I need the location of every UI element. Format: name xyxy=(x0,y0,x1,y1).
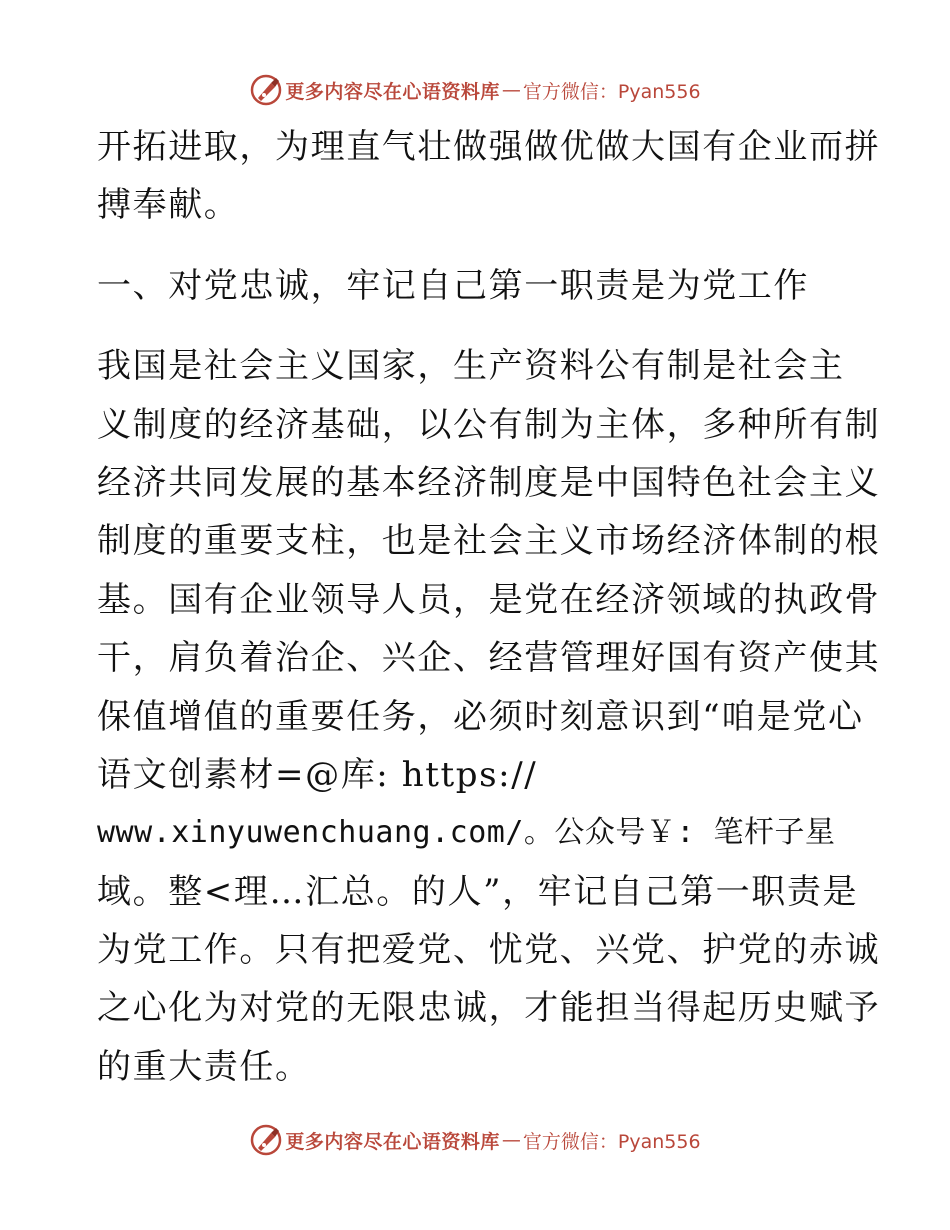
pen-nib-logo-icon xyxy=(249,1123,283,1157)
section-heading: 一、对党忠诚，牢记自己第一职责是为党工作 xyxy=(97,265,809,306)
footer-banner-wechat-text: 官方微信：Pyan556 xyxy=(522,1130,701,1153)
body-line: 域。整<理…汇总。的人”，牢记自己第一职责是 xyxy=(97,871,859,912)
body-line: 保值增值的重要任务，必须时刻意识到“咱是党心 xyxy=(97,696,864,737)
body-line: 制度的重要支柱，也是社会主义市场经济体制的根 xyxy=(97,521,881,562)
body-line: 语文创素材=@库: https:// xyxy=(97,754,538,795)
body-line: 我国是社会主义国家，生产资料公有制是社会主 xyxy=(97,346,845,387)
body-line: 搏奉献。 xyxy=(97,185,240,226)
footer-banner xyxy=(0,1120,950,1160)
footer-banner-main-text: 更多内容尽在心语资料库 xyxy=(285,1130,500,1153)
body-line: 义制度的经济基础，以公有制为主体，多种所有制 xyxy=(97,404,881,445)
body-line: 为党工作。只有把爱党、忧党、兴党、护党的赤诚 xyxy=(97,930,881,971)
blank-line xyxy=(97,315,857,337)
header-banner-wechat-text: 官方微信：Pyan556 xyxy=(522,80,701,103)
blank-line xyxy=(97,235,857,257)
pen-nib-logo-icon xyxy=(249,73,283,107)
document-body xyxy=(97,118,881,1096)
body-line: 的重大责任。 xyxy=(97,1046,311,1087)
footer-banner-dash: — xyxy=(501,1129,521,1151)
header-banner-main-text: 更多内容尽在心语资料库 xyxy=(285,80,500,103)
body-line: 之心化为对党的无限忠诚，才能担当得起历史赋予 xyxy=(97,988,881,1029)
body-line: 开拓进取，为理直气壮做强做优做大国有企业而拼 xyxy=(97,127,881,167)
body-line: 基。国有企业领导人员，是党在经济领域的执政骨 xyxy=(97,579,881,620)
body-line: 经济共同发展的基本经济制度是中国特色社会主义 xyxy=(97,462,881,503)
header-banner-dash: — xyxy=(501,79,521,101)
body-line: 干，肩负着治企、兴企、经营管理好国有资产使其 xyxy=(97,638,881,679)
body-line-url: www.xinyuwenchuang.com/。公众号￥: 笔杆子星 xyxy=(97,815,836,851)
header-banner xyxy=(0,70,950,110)
